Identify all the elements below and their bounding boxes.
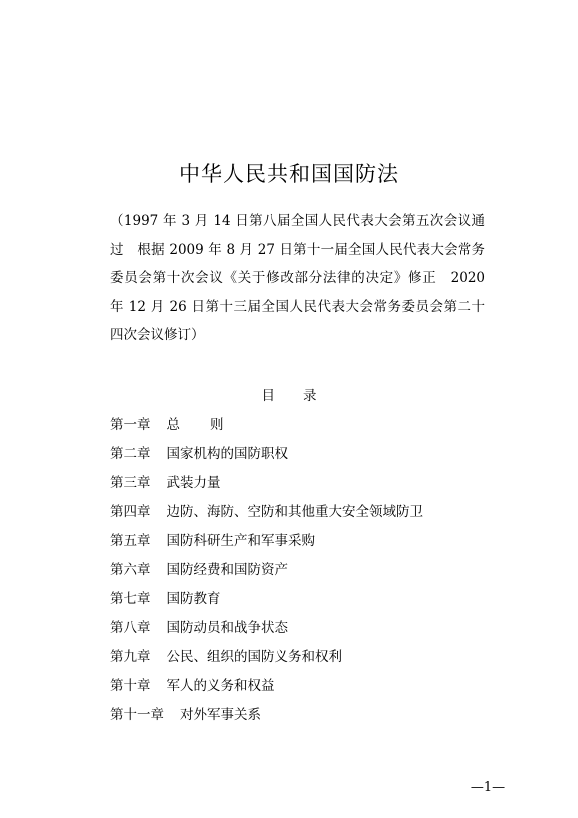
chapter-title: 武装力量	[166, 475, 221, 491]
chapter-title: 边防、海防、空防和其他重大安全领域防卫	[166, 504, 423, 520]
chapter-title: 总则	[166, 417, 254, 433]
toc-item-chapter-6	[110, 556, 490, 585]
chapter-title: 国家机构的国防职权	[166, 446, 288, 462]
toc-item-chapter-9	[110, 643, 490, 672]
chapter-number: 第七章	[110, 591, 151, 607]
chapter-number: 第八章	[110, 620, 151, 636]
page-number: —1—	[470, 780, 506, 795]
toc-item-chapter-5	[110, 527, 490, 556]
toc-item-chapter-10	[110, 672, 490, 701]
toc-item-chapter-11	[110, 701, 490, 730]
chapter-title: 国防经费和国防资产	[166, 562, 288, 578]
chapter-number: 第十一章	[110, 707, 164, 723]
toc-item-chapter-2	[110, 440, 490, 469]
chapter-number: 第二章	[110, 446, 151, 462]
chapter-title: 国防教育	[166, 591, 221, 607]
law-title: 中华人民共和国国防法	[179, 162, 399, 186]
chapter-number: 第一章	[110, 417, 151, 433]
toc-item-chapter-3	[110, 469, 490, 498]
chapter-number: 第五章	[110, 533, 151, 549]
chapter-title: 国防科研生产和军事采购	[166, 533, 315, 549]
toc-item-chapter-1	[110, 411, 490, 440]
toc-heading: 目录	[261, 388, 345, 404]
table-of-contents	[110, 411, 490, 730]
chapter-number: 第三章	[110, 475, 151, 491]
law-preamble: （1997 年 3 月 14 日第八届全国人民代表大会第五次会议通过 根据 2009 年 8 月 27 日第十一届全国人民代表大会常务委员会第十次会议《关于修改部分法律的决定》修正 2020 年 12 月 26 日第十三届全国人民代表大会常务委员会第二十四次会议修订）	[110, 213, 485, 343]
toc-item-chapter-7	[110, 585, 490, 614]
chapter-title: 对外军事关系	[180, 707, 261, 723]
chapter-number: 第六章	[110, 562, 151, 578]
toc-item-chapter-4	[110, 498, 490, 527]
chapter-title: 公民、组织的国防义务和权利	[166, 649, 342, 665]
chapter-number: 第十章	[110, 678, 151, 694]
chapter-title: 国防动员和战争状态	[166, 620, 288, 636]
chapter-number: 第九章	[110, 649, 151, 665]
chapter-number: 第四章	[110, 504, 151, 520]
toc-item-chapter-8	[110, 614, 490, 643]
chapter-title: 军人的义务和权益	[166, 678, 275, 694]
